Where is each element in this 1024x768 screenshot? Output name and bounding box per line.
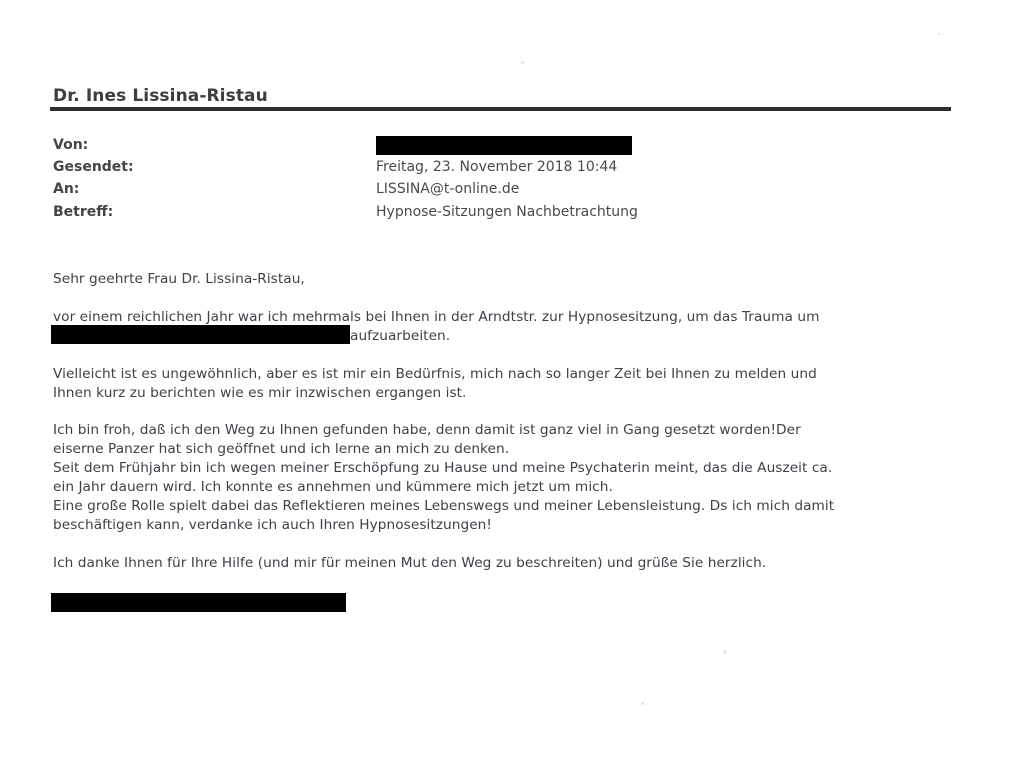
paragraph-3-line-6: beschäftigen kann, verdanke ich auch Ihren Hypnosesitzungen!	[53, 517, 492, 533]
scan-speck	[938, 33, 940, 35]
sent-label: Gesendet:	[53, 159, 134, 175]
redacted-signature	[51, 593, 346, 612]
scan-speck	[723, 650, 726, 654]
closing-line: Ich danke Ihnen für Ihre Hilfe (und mir für meinen Mut den Weg zu beschreiten) und grüße Sie herzlich.	[53, 555, 767, 571]
subject-label: Betreff:	[53, 204, 114, 220]
paragraph-3-line-2: eiserne Panzer hat sich geöffnet und ich lerne an mich zu denken.	[53, 441, 510, 457]
sender-name: Dr. Ines Lissina-Ristau	[53, 86, 268, 106]
paragraph-1-line-2: aufzuarbeiten.	[350, 328, 451, 344]
paragraph-2-line-1: Vielleicht ist es ungewöhnlich, aber es ist mir ein Bedürfnis, mich nach so langer Zeit bei Ihnen zu melden und	[53, 366, 817, 382]
sent-value: Freitag, 23. November 2018 10:44	[376, 159, 618, 175]
redacted-from-address	[376, 136, 632, 155]
paragraph-1-line-1: vor einem reichlichen Jahr war ich mehrmals bei Ihnen in der Arndtstr. zur Hypnosesitzung, um das Trauma um	[53, 309, 820, 325]
paragraph-2-line-2: Ihnen kurz zu berichten wie es mir inzwischen ergangen ist.	[53, 385, 467, 401]
redacted-text	[51, 325, 350, 344]
from-label: Von:	[53, 137, 89, 153]
to-value: LISSINA@t-online.de	[376, 181, 520, 197]
paragraph-3-line-1: Ich bin froh, daß ich den Weg zu Ihnen gefunden habe, denn damit ist ganz viel in Gang gesetzt worden!Der	[53, 422, 801, 438]
to-label: An:	[53, 181, 80, 197]
scan-speck	[641, 702, 644, 705]
paragraph-3-line-3: Seit dem Frühjahr bin ich wegen meiner Erschöpfung zu Hause und meine Psychaterin meint, das die Auszeit ca.	[53, 460, 833, 476]
subject-value: Hypnose-Sitzungen Nachbetrachtung	[376, 204, 638, 220]
greeting: Sehr geehrte Frau Dr. Lissina-Ristau,	[53, 271, 305, 287]
paragraph-3-line-5: Eine große Rolle spielt dabei das Reflektieren meines Lebenswegs und meiner Lebensleistung. Ds ich mich damit	[53, 498, 835, 514]
header-rule	[50, 107, 951, 111]
paragraph-3-line-4: ein Jahr dauern wird. Ich konnte es annehmen und kümmere mich jetzt um mich.	[53, 479, 613, 495]
scan-speck	[521, 61, 524, 64]
